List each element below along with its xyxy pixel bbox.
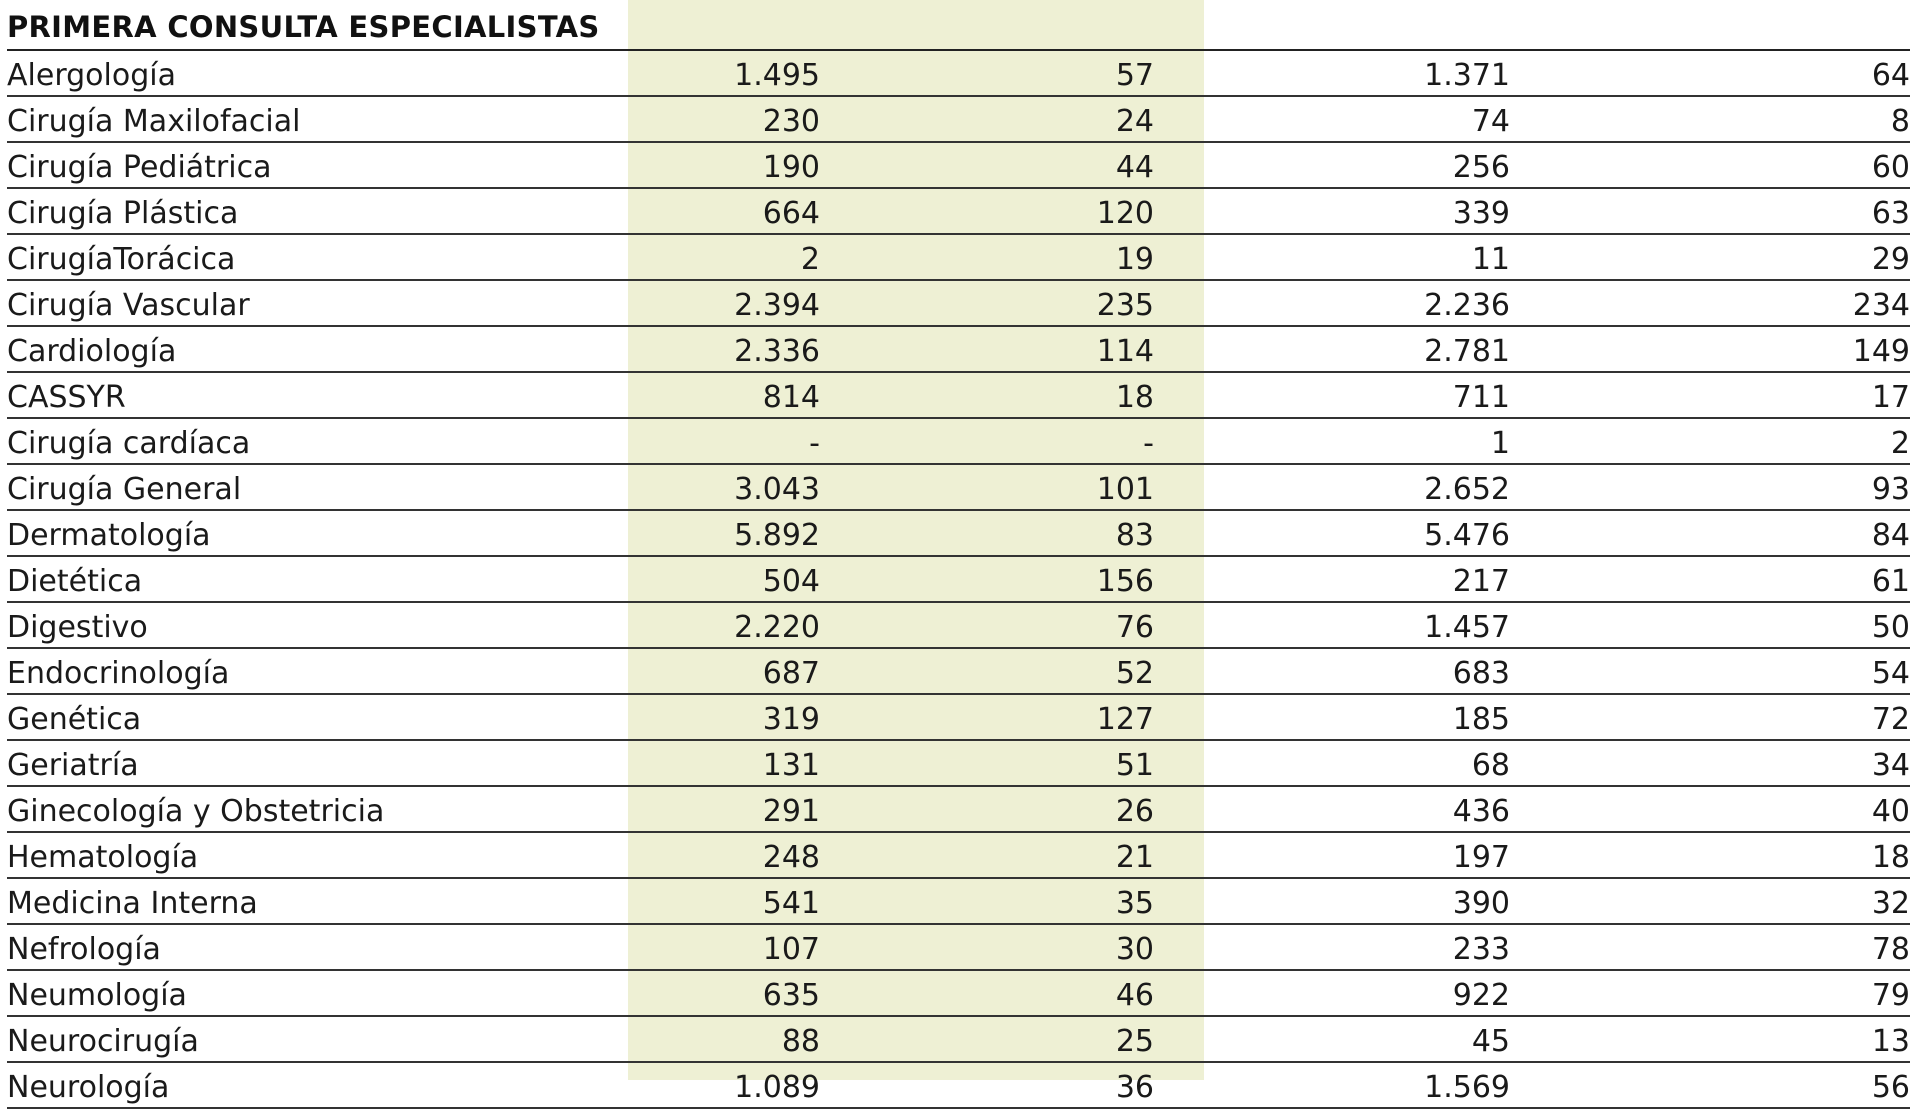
table-row xyxy=(0,557,1920,603)
value-col-4: 56 xyxy=(1871,1070,1910,1105)
value-col-2: 21 xyxy=(1115,840,1154,875)
specialty-name: Medicina Interna xyxy=(7,886,258,921)
value-col-4: 234 xyxy=(1852,288,1910,323)
table-row xyxy=(0,695,1920,741)
table-row xyxy=(0,373,1920,419)
table-title: PRIMERA CONSULTA ESPECIALISTAS xyxy=(7,10,600,44)
value-col-2: 36 xyxy=(1115,1070,1154,1105)
table-row xyxy=(0,879,1920,925)
value-col-3: 5.476 xyxy=(1424,518,1510,553)
specialty-name: Neurocirugía xyxy=(7,1024,199,1059)
value-col-3: 2.781 xyxy=(1424,334,1510,369)
value-col-2: 26 xyxy=(1115,794,1154,829)
value-col-1: 131 xyxy=(762,748,820,783)
value-col-4: 149 xyxy=(1852,334,1910,369)
specialty-name: Geriatría xyxy=(7,748,139,783)
value-col-4: 34 xyxy=(1871,748,1910,783)
value-col-1: 2 xyxy=(800,242,820,277)
table-row xyxy=(0,787,1920,833)
value-col-4: 72 xyxy=(1871,702,1910,737)
value-col-3: 197 xyxy=(1452,840,1510,875)
value-col-1: 2.394 xyxy=(734,288,820,323)
value-col-4: 61 xyxy=(1871,564,1910,599)
value-col-3: 1.371 xyxy=(1424,58,1510,93)
value-col-3: 922 xyxy=(1452,978,1510,1013)
value-col-2: 156 xyxy=(1096,564,1154,599)
value-col-4: 54 xyxy=(1871,656,1910,691)
table-row xyxy=(0,971,1920,1017)
table-row xyxy=(0,281,1920,327)
value-col-3: 683 xyxy=(1452,656,1510,691)
specialty-name: Hematología xyxy=(7,840,199,875)
specialty-name: Cardiología xyxy=(7,334,177,369)
value-col-4: 93 xyxy=(1871,472,1910,507)
specialty-name: Cirugía General xyxy=(7,472,242,507)
value-col-3: 217 xyxy=(1452,564,1510,599)
value-col-2: 57 xyxy=(1115,58,1154,93)
value-col-2: 101 xyxy=(1096,472,1154,507)
value-col-1: 541 xyxy=(762,886,820,921)
value-col-1: 88 xyxy=(781,1024,820,1059)
value-col-3: 436 xyxy=(1452,794,1510,829)
value-col-2: 114 xyxy=(1096,334,1154,369)
specialty-name: Cirugía cardíaca xyxy=(7,426,251,461)
specialty-name: CASSYR xyxy=(7,380,126,415)
value-col-1: 230 xyxy=(762,104,820,139)
table-row xyxy=(0,603,1920,649)
value-col-3: 11 xyxy=(1471,242,1510,277)
specialty-name: Cirugía Vascular xyxy=(7,288,250,323)
table-row xyxy=(0,189,1920,235)
value-col-4: 79 xyxy=(1871,978,1910,1013)
value-col-3: 2.236 xyxy=(1424,288,1510,323)
table-row xyxy=(0,925,1920,971)
value-col-3: 45 xyxy=(1471,1024,1510,1059)
value-col-4: 78 xyxy=(1871,932,1910,967)
value-col-2: 44 xyxy=(1115,150,1154,185)
value-col-3: 256 xyxy=(1452,150,1510,185)
value-col-2: 19 xyxy=(1115,242,1154,277)
value-col-1: 635 xyxy=(762,978,820,1013)
specialty-name: Digestivo xyxy=(7,610,148,645)
value-col-4: 60 xyxy=(1871,150,1910,185)
value-col-1: 814 xyxy=(762,380,820,415)
table-row xyxy=(0,741,1920,787)
value-col-2: 30 xyxy=(1115,932,1154,967)
value-col-1: 248 xyxy=(762,840,820,875)
value-col-2: 235 xyxy=(1096,288,1154,323)
value-col-1: 107 xyxy=(762,932,820,967)
specialty-name: Cirugía Maxilofacial xyxy=(7,104,301,139)
value-col-2: 24 xyxy=(1115,104,1154,139)
value-col-2: - xyxy=(1143,426,1154,461)
table-row xyxy=(0,97,1920,143)
table-row xyxy=(0,327,1920,373)
value-col-1: 687 xyxy=(762,656,820,691)
value-col-4: 50 xyxy=(1871,610,1910,645)
value-col-2: 120 xyxy=(1096,196,1154,231)
value-col-1: 5.892 xyxy=(734,518,820,553)
value-col-2: 83 xyxy=(1115,518,1154,553)
value-col-4: 64 xyxy=(1871,58,1910,93)
table-row xyxy=(0,51,1920,97)
value-col-1: 504 xyxy=(762,564,820,599)
value-col-2: 52 xyxy=(1115,656,1154,691)
specialty-name: Dietética xyxy=(7,564,143,599)
value-col-1: 3.043 xyxy=(734,472,820,507)
value-col-3: 2.652 xyxy=(1424,472,1510,507)
value-col-4: 17 xyxy=(1871,380,1910,415)
value-col-3: 390 xyxy=(1452,886,1510,921)
value-col-2: 51 xyxy=(1115,748,1154,783)
specialty-name: CirugíaTorácica xyxy=(7,242,236,277)
value-col-1: 2.220 xyxy=(734,610,820,645)
value-col-4: 40 xyxy=(1871,794,1910,829)
value-col-3: 1.569 xyxy=(1424,1070,1510,1105)
table-row xyxy=(0,1017,1920,1063)
value-col-1: 2.336 xyxy=(734,334,820,369)
value-col-1: 664 xyxy=(762,196,820,231)
specialty-name: Ginecología y Obstetricia xyxy=(7,794,385,829)
value-col-4: 63 xyxy=(1871,196,1910,231)
specialty-name: Cirugía Plástica xyxy=(7,196,239,231)
value-col-3: 185 xyxy=(1452,702,1510,737)
value-col-3: 74 xyxy=(1471,104,1510,139)
specialty-name: Cirugía Pediátrica xyxy=(7,150,272,185)
value-col-2: 35 xyxy=(1115,886,1154,921)
table-row xyxy=(0,833,1920,879)
value-col-1: 1.089 xyxy=(734,1070,820,1105)
value-col-1: 190 xyxy=(762,150,820,185)
specialty-name: Dermatología xyxy=(7,518,211,553)
specialty-name: Alergología xyxy=(7,58,176,93)
value-col-2: 127 xyxy=(1096,702,1154,737)
value-col-1: 319 xyxy=(762,702,820,737)
table-row xyxy=(0,465,1920,511)
specialty-name: Genética xyxy=(7,702,142,737)
value-col-3: 711 xyxy=(1452,380,1510,415)
value-col-3: 233 xyxy=(1452,932,1510,967)
specialty-name: Neurología xyxy=(7,1070,170,1105)
table-row xyxy=(0,511,1920,557)
value-col-3: 339 xyxy=(1452,196,1510,231)
table-row xyxy=(0,143,1920,189)
specialty-name: Endocrinología xyxy=(7,656,230,691)
value-col-4: 18 xyxy=(1871,840,1910,875)
specialty-name: Nefrología xyxy=(7,932,161,967)
row-divider xyxy=(7,1107,1910,1109)
specialty-name: Neumología xyxy=(7,978,187,1013)
value-col-4: 13 xyxy=(1871,1024,1910,1059)
value-col-2: 18 xyxy=(1115,380,1154,415)
value-col-2: 46 xyxy=(1115,978,1154,1013)
value-col-4: 8 xyxy=(1890,104,1910,139)
table-row xyxy=(0,649,1920,695)
value-col-1: 1.495 xyxy=(734,58,820,93)
table-row xyxy=(0,235,1920,281)
value-col-1: 291 xyxy=(762,794,820,829)
value-col-3: 68 xyxy=(1471,748,1510,783)
value-col-4: 29 xyxy=(1871,242,1910,277)
table-row xyxy=(0,419,1920,465)
value-col-3: 1 xyxy=(1490,426,1510,461)
value-col-4: 84 xyxy=(1871,518,1910,553)
value-col-4: 2 xyxy=(1890,426,1910,461)
value-col-2: 25 xyxy=(1115,1024,1154,1059)
value-col-1: - xyxy=(809,426,820,461)
value-col-3: 1.457 xyxy=(1424,610,1510,645)
value-col-2: 76 xyxy=(1115,610,1154,645)
table-row xyxy=(0,1063,1920,1109)
value-col-4: 32 xyxy=(1871,886,1910,921)
